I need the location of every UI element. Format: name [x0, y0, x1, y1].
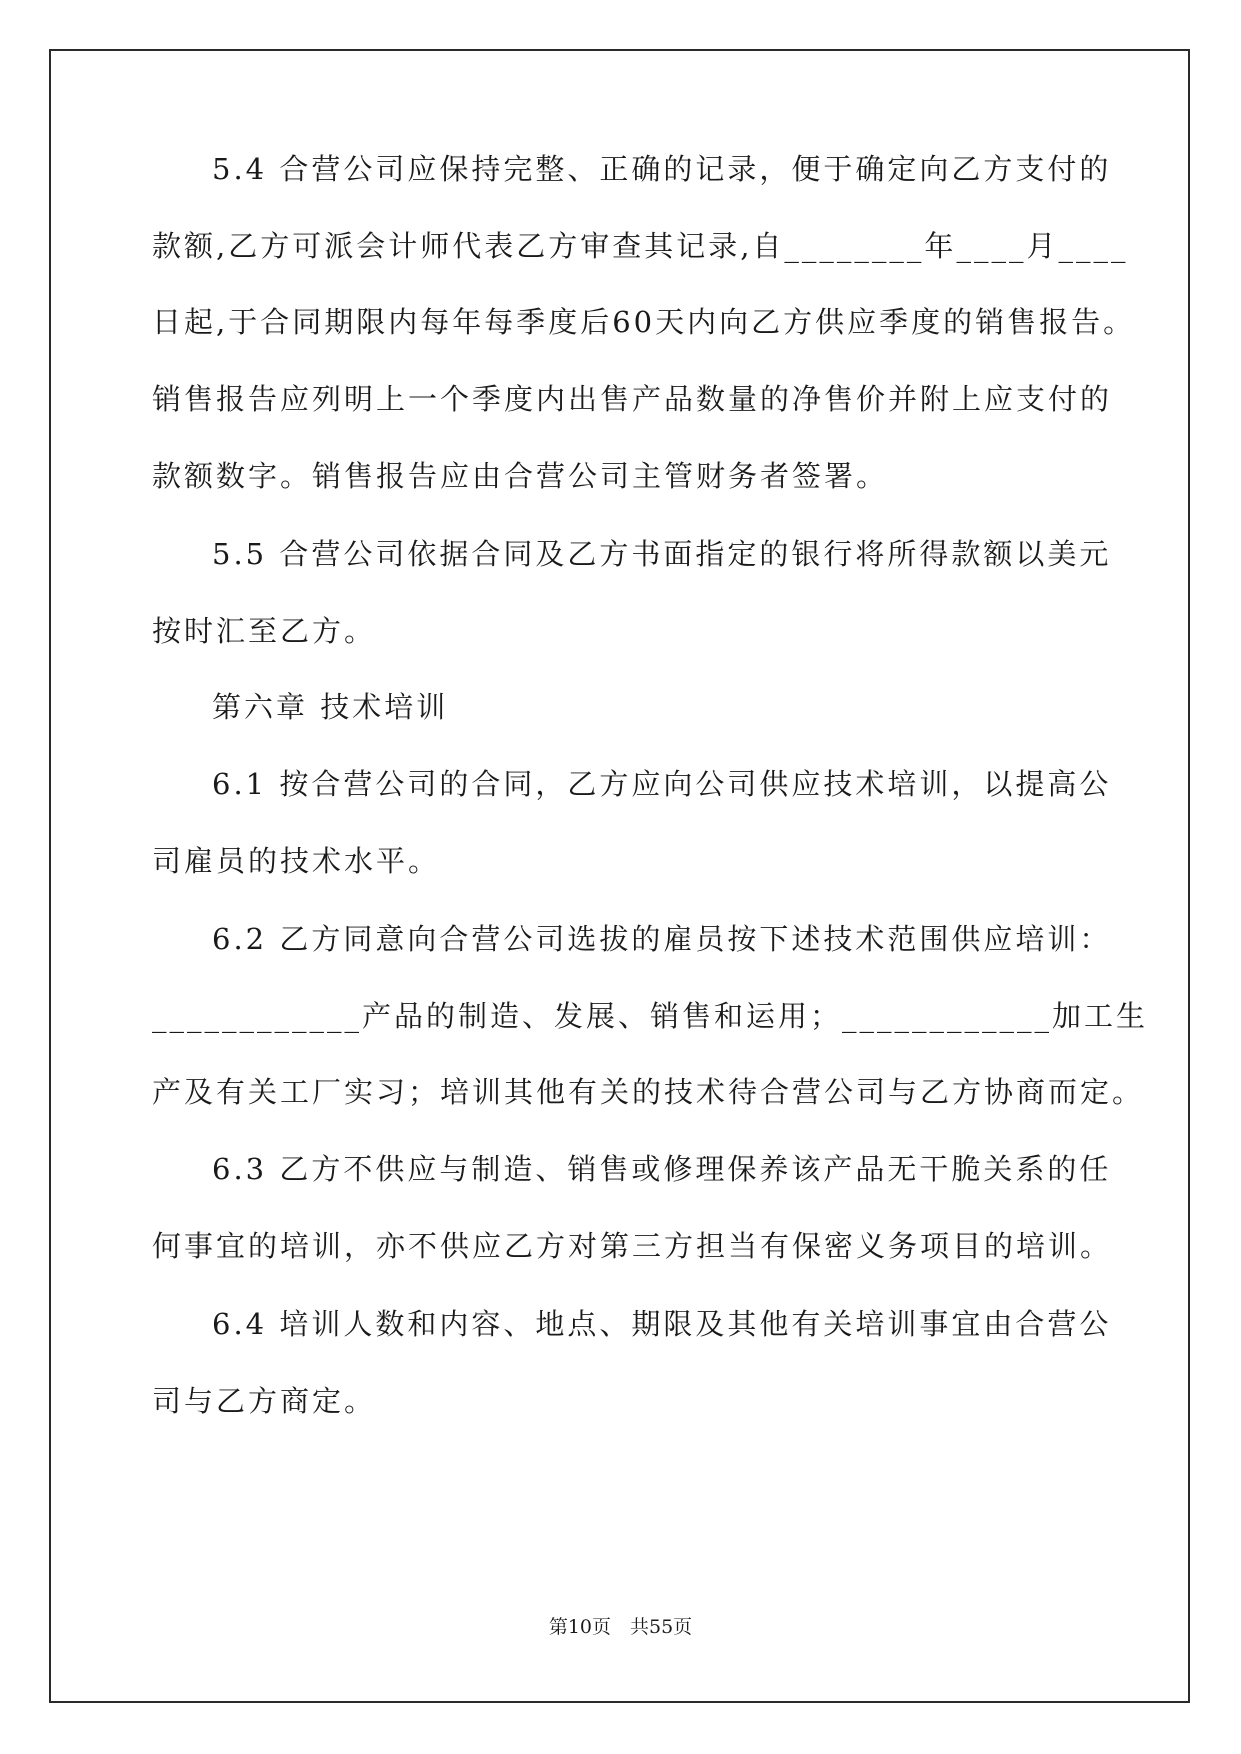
text-line: 5.5 合营公司依据合同及乙方书面指定的银行将所得款额以美元	[212, 537, 1112, 571]
chapter-heading: 第六章 技术培训	[212, 690, 449, 724]
text-line: 日起,于合同期限内每年每季度后60天内向乙方供应季度的销售报告。	[152, 305, 1136, 339]
text-line: 何事宜的培训，亦不供应乙方对第三方担当有保密义务项目的培训。	[152, 1229, 1113, 1263]
text-line: 产及有关工厂实习；培训其他有关的技术待合营公司与乙方协商而定。	[152, 1075, 1145, 1109]
text-line: 6.1 按合营公司的合同，乙方应向公司供应技术培训，以提高公	[212, 767, 1112, 801]
text-line: 按时汇至乙方。	[152, 614, 377, 648]
text-line: 6.2 乙方同意向合营公司选拔的雇员按下述技术范围供应培训：	[212, 922, 1112, 956]
page-number: 第10页 共55页	[548, 1616, 693, 1638]
text-line: ____________产品的制造、发展、销售和运用；____________加工生	[152, 999, 1149, 1033]
text-line: 6.3 乙方不供应与制造、销售或修理保养该产品无干脆关系的任	[212, 1152, 1112, 1186]
text-line: 司雇员的技术水平。	[152, 844, 441, 878]
text-line: 款额,乙方可派会计师代表乙方审查其记录,自________年____月____	[152, 229, 1129, 263]
text-line: 5.4 合营公司应保持完整、正确的记录，便于确定向乙方支付的	[212, 152, 1112, 186]
text-line: 款额数字。销售报告应由合营公司主管财务者签署。	[152, 459, 889, 493]
text-line: 6.4 培训人数和内容、地点、期限及其他有关培训事宜由合营公	[212, 1307, 1112, 1341]
text-line: 司与乙方商定。	[152, 1384, 377, 1418]
text-line: 销售报告应列明上一个季度内出售产品数量的净售价并附上应支付的	[152, 382, 1113, 416]
